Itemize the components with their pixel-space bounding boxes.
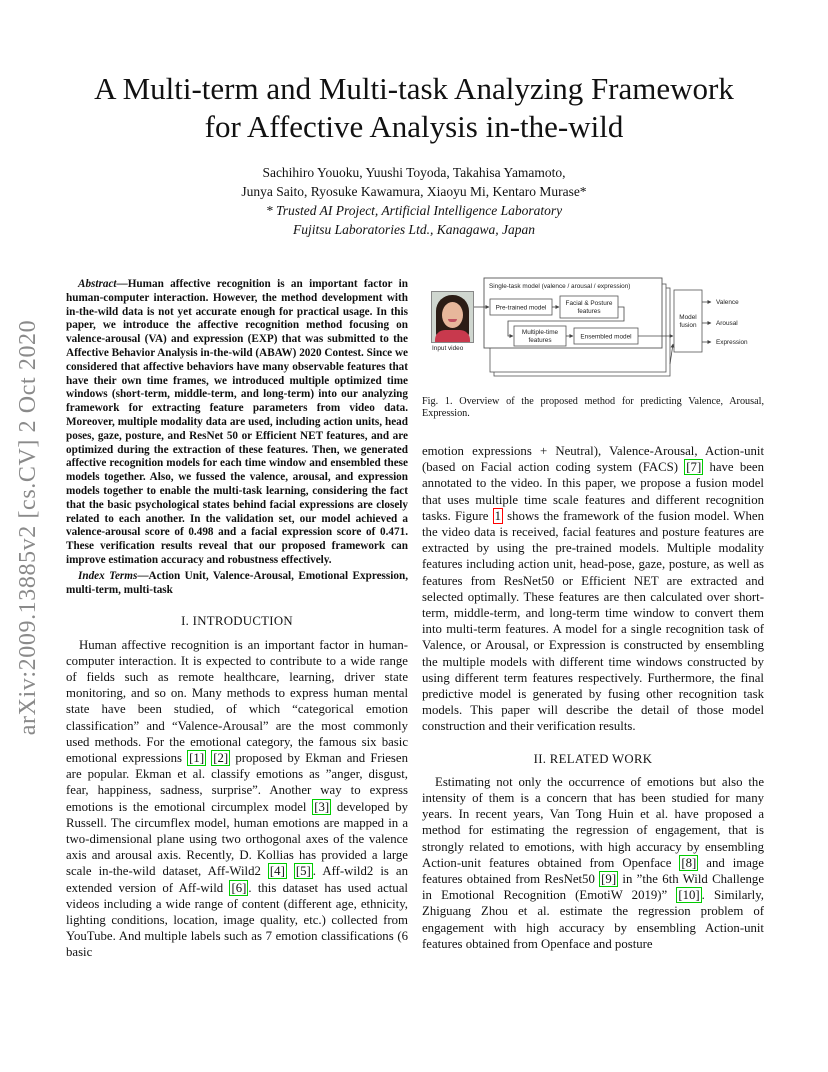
- figure-1-link[interactable]: 1: [494, 508, 501, 523]
- citation-link-5[interactable]: [5]: [295, 864, 311, 879]
- left-column: [66, 278, 408, 961]
- right-text-b: have been annotated to the video. In this paper, we propose a fusion model that uses multiple time scale features and different recognition tasks. Figure: [422, 460, 764, 523]
- intro-text-d: . Aff-wild2 is an extended version of Aff-wild: [66, 864, 408, 895]
- arxiv-identifier-text: arXiv:2009.13885v2 [cs.CV] 2 Oct 2020: [15, 319, 42, 735]
- authors-line-2: Junya Saito, Ryosuke Kawamura, Xiaoyu Mi, Kentaro Murase*: [241, 184, 587, 199]
- arxiv-identifier-stamp: [14, 292, 44, 762]
- index-terms-text: —Action Unit, Valence-Arousal, Emotional Expression, multi-term, multi-task: [66, 569, 408, 596]
- author-block: [120, 163, 708, 239]
- related-text-d: . Similarly, Zhiguang Zhou et al. estimate the regression problem of engagement with high accuracy by ensembling Action-unit features obtained from Openface and posture: [422, 888, 764, 951]
- output-arousal: Arousal: [716, 320, 738, 327]
- model-fusion-box: [674, 290, 702, 352]
- citation-link-3[interactable]: [3]: [314, 799, 330, 814]
- citation-link-6[interactable]: [6]: [231, 880, 247, 895]
- citation-link-10[interactable]: [10]: [678, 888, 700, 903]
- index-terms: [66, 570, 408, 598]
- related-work-paragraph: [422, 774, 764, 952]
- output-expression: Expression: [716, 339, 748, 346]
- intro-text-c: developed by Russell. The circumflex model, human emotions are mapped in a two-dimensional plane using two orthogonal axes of the valence axis and arousal axis. Recently, D. Kollias has provided a large scale in-the-wild dataset, Aff-Wild2: [66, 799, 408, 879]
- input-video-label: Input video: [432, 345, 464, 352]
- affiliation-line-2: Fujitsu Laboratories Ltd., Kanagawa, Japan: [293, 222, 535, 237]
- facial-posture-label-1: Facial & Posture: [565, 300, 613, 307]
- intro-text-e: . this dataset has used actual videos including a wide range of content (different age, ethnicity, lighting conditions, location, image quality, etc.) collected from YouTube. And multiple labels such as 7 emotion classifications (6 basic: [66, 880, 408, 960]
- input-video-thumbnail: [431, 291, 474, 343]
- output-valence: Valence: [716, 299, 739, 306]
- intro-text-b: proposed by Ekman and Friesen are popular. Ekman et al. classify emotions as ”anger, disgust, fear, happiness, sadness, surprise”. Another way to express emotions is the emotional circumplex model: [66, 750, 408, 814]
- related-text-a: Estimating not only the occurrence of emotions but also the intensity of them is a concern that has been studied for many years. In recent years, Van Tong Huin et al. have proposed a method for estimating the regression of engagement, that is strongly related to emotions, with high accuracy by ensembling Action-unit features obtained from Openface: [422, 774, 764, 870]
- citation-link-2[interactable]: [2]: [213, 750, 229, 765]
- related-text-b: and image features obtained from ResNet50: [422, 855, 764, 887]
- title-line-2: for Affective Analysis in-the-wild: [204, 109, 624, 144]
- model-fusion-label-1: Model: [679, 314, 697, 321]
- intro-continued-paragraph: [422, 443, 764, 735]
- related-text-c: in ”the 6th Wild Challenge in Emotional Recognition (EmotiW 2019)”: [422, 872, 765, 903]
- right-text-a: emotion expressions + Neutral), Valence-Arousal, Action-unit (based on Facial action coding system (FACS): [422, 444, 764, 475]
- right-text-c: shows the framework of the fusion model. When the video data is received, facial features and posture features are extracted by using the pre-trained models. Multiple modality features including action unit, head-pose, gaze, posture, as well as features from ResNet50 or Efficient NET are extracted and selected optimally. These features are then calculated over short-term, middle-term, and long-term time window to convert them into multi-term features. A model for a single recognition task of Valence, or Arousal, or Expression is constructed by ensembling the multiple models with different time windows constructed by using different term features respectively. Furthermore, the final predictive model is generated by fusing other recognition task models. This paper will describe the detail of those model construction and their verification results.: [422, 508, 764, 734]
- index-terms-lead: Index Terms: [78, 569, 138, 582]
- citation-link-9[interactable]: [9]: [601, 872, 617, 887]
- intro-paragraph: [66, 637, 408, 961]
- facial-posture-label-2: features: [577, 308, 601, 315]
- right-column: [422, 443, 764, 952]
- model-fusion-label-2: fusion: [679, 322, 697, 329]
- citation-link-4[interactable]: [4]: [269, 864, 285, 879]
- authors-line-1: Sachihiro Youoku, Yuushi Toyoda, Takahisa Yamamoto,: [262, 165, 566, 180]
- multi-time-label-2: features: [528, 337, 552, 344]
- title-line-1: A Multi-term and Multi-task Analyzing Framework: [94, 71, 734, 106]
- section-heading-introduction: I. INTRODUCTION: [181, 614, 293, 629]
- single-task-model-label: Single-task model (valence / arousal / expression): [489, 283, 631, 290]
- citation-link-7[interactable]: [7]: [686, 460, 702, 475]
- abstract-text: —Human affective recognition is an important factor in human-computer interaction. However, the method development with in-the-wild data is not yet accurate enough for practical usage. In this paper, we introduce the affective recognition method focusing on valence-arousal (VA) and expression (EXP) that was submitted to the Affective Behavior Analysis in-the-wild (ABAW) 2020 Contest. Since we considered that affective behaviors have many observable features that have their own time frames, we introduced multiple optimized time windows (short-term, middle-term, and long-term) into our analyzing framework for extracting feature parameters from video data. Moreover, multiple modality data are used, including action units, head poses, gaze, posture, and ResNet 50 or Efficient NET features, and are optimized during the extraction of these features. Then, we generated affective recognition models for each time window and ensembled these models together. Also, we fussed the valence, arousal, and expression models together to enable the multi-task learning, considering the fact that the basic psychological states behind facial expressions are closely related to each another. In the validation set, our model achieved a valence-arousal score of 0.498 and a facial expression score of 0.471. These verification results reveal that our proposed framework can improve estimation accuracy and robustness effectively.: [66, 278, 408, 566]
- paper-title: [50, 70, 778, 146]
- section-heading-related-work: II. RELATED WORK: [533, 751, 653, 766]
- abstract-lead: Abstract: [78, 278, 117, 290]
- intro-text-a: Human affective recognition is an important factor in human-computer interaction. It is expected to contribute to a wide range of fields such as remote healthcare, learning, driver state monitoring, and so on. Many methods to express human mental state have been studied, of which “categorical emotion classification” and “Valence-Arousal” are the most commonly used methods. For the emotional category, the famous six basic emotional expressions: [66, 637, 408, 765]
- pretrained-model-label: Pre-trained model: [495, 304, 547, 312]
- ensembled-model-label: Ensembled model: [580, 333, 632, 341]
- affiliation-line-1: * Trusted AI Project, Artificial Intelligence Laboratory: [265, 203, 563, 218]
- citation-link-1[interactable]: [1]: [189, 750, 205, 765]
- abstract: [66, 278, 408, 568]
- figure-1-caption: Fig. 1. Overview of the proposed method for predicting Valence, Arousal, Expression.: [422, 396, 764, 420]
- multi-time-label-1: Multiple-time: [521, 329, 559, 336]
- citation-link-8[interactable]: [8]: [681, 855, 697, 870]
